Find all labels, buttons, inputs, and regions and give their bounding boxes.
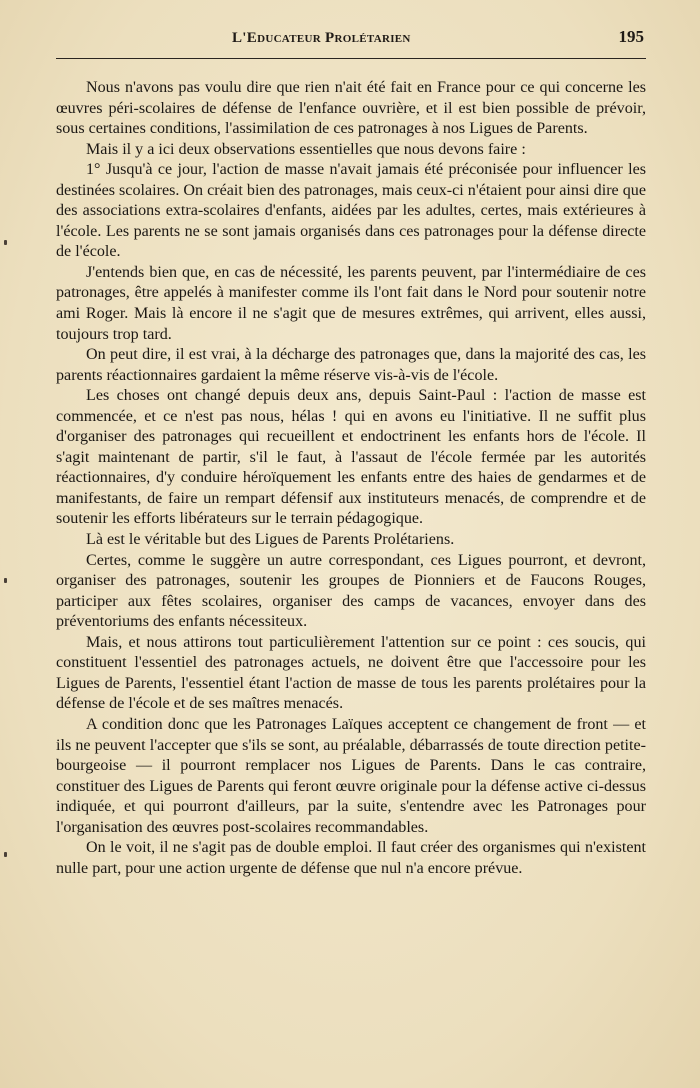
- page-header: [56, 22, 646, 59]
- paragraph: Mais il y a ici deux observations essentielles que nous devons faire :: [86, 140, 526, 158]
- paragraph: Certes, comme le suggère un autre correspondant, ces Ligues pourront, et devront, organiser des patronages, soutenir les groupes de Pionniers et de Faucons Rouges, participer aux fêtes scolaires, organiser des camps de vacances, envoyer dans des préventoriums des enfants nécessiteux.: [56, 551, 646, 631]
- paragraph: A condition donc que les Patronages Laïques acceptent ce changement de front — et ils ne peuvent l'accepter que s'ils se sont, au préalable, débarrassés de toute direction petite-bourgeoise — il pourront remplacer nos Ligues de Parents. Dans le cas contraire, constituer des Ligues de Parents qui feront œuvre originale pour la défense active ci-dessus indiquée, et qui pourront d'ailleurs, par la suite, s'entendre avec les Patronages pour l'organisation des œuvres post-scolaires recommandables.: [56, 715, 646, 836]
- paragraph: J'entends bien que, en cas de nécessité, les parents peuvent, par l'intermédiaire de ces patronages, être appelés à manifester comme ils l'ont fait dans le Nord pour soutenir notre ami Roger. Mais là encore il ne s'agit que de mesures extrêmes, qui arrivent, elles aussi, toujours trop tard.: [56, 263, 646, 343]
- margin-mark: [4, 240, 7, 245]
- page-number: 195: [618, 27, 644, 46]
- paragraph: On le voit, il ne s'agit pas de double emploi. Il faut créer des organismes qui n'existent nulle part, pour une action urgente de défense que nul n'a encore prévue.: [56, 839, 646, 877]
- paragraph: Là est le véritable but des Ligues de Parents Prolétariens.: [86, 531, 455, 549]
- paragraph: Mais, et nous attirons tout particulièrement l'attention sur ce point : ces soucis, qui constituent l'essentiel des patronages actuels, ne doivent être que l'accessoire pour les Ligues de Parents, l'essentiel étant l'action de masse de tous les parents prolétaires pour la défense de l'école et de ses maîtres menacés.: [56, 633, 646, 713]
- paragraph: Nous n'avons pas voulu dire que rien n'ait été fait en France pour ce qui concerne les œuvres péri-scolaires de défense de l'enfance ouvrière, et il est bien possible de prévoir, sous certaines conditions, l'assimilation de ces patronages à nos Ligues de Parents.: [56, 79, 646, 138]
- paragraph: On peut dire, il est vrai, à la décharge des patronages que, dans la majorité des cas, les parents réactionnaires gardaient la même réserve vis-à-vis de l'école.: [56, 346, 646, 384]
- margin-mark: [4, 852, 7, 857]
- running-title: L'Educateur Prolétarien: [232, 30, 411, 46]
- paragraph: 1° Jusqu'à ce jour, l'action de masse n'avait jamais été préconisée pour influencer les destinées scolaires. On créait bien des patronages, mais ceux-ci n'étaient pour ainsi dire que des associations extra-scolaires d'enfants, aidées par les adultes, certes, mais extérieures à l'école. Les parents ne se sont jamais organisés dans ces patronages pour la défense directe de l'école.: [56, 161, 646, 261]
- margin-mark: [4, 578, 7, 583]
- article-body: [56, 78, 646, 879]
- paragraph: Les choses ont changé depuis deux ans, depuis Saint-Paul : l'action de masse est commencée, et ce n'est pas nous, hélas ! qui en avons eu l'initiative. Il ne suffit plus d'organiser des patronages qui recueillent et endoctrinent les enfants hors de l'école. Il s'agit maintenant de partir, s'il le faut, à l'assaut de l'école fermée par les autorités réactionnaires, d'y conduire héroïquement les enfants entre des haies de gendarmes et de manifestants, de faire un rempart défensif aux instituteurs menacés, de comprendre et de soutenir les efforts libérateurs sur le terrain pédagogique.: [56, 387, 646, 528]
